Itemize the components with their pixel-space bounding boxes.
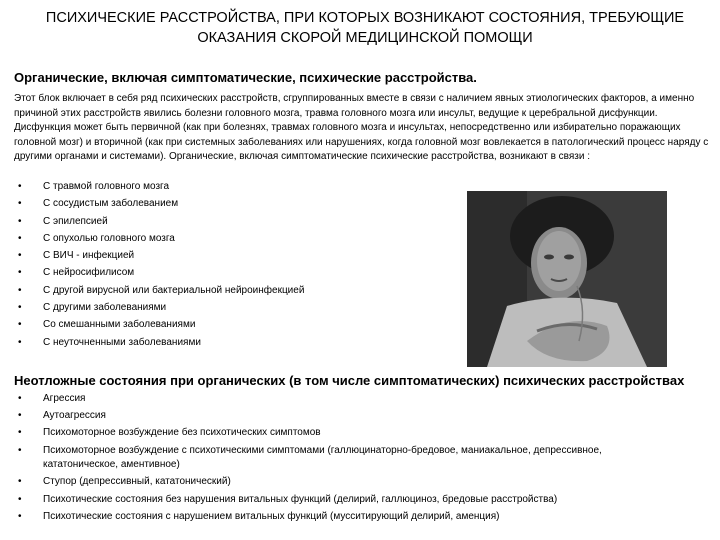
section2-heading: Неотложные состояния при органических (в том числе симптоматических) психических расстройствах (14, 373, 685, 388)
page-title (20, 8, 710, 48)
patient-photo-illustration (467, 191, 667, 367)
list-item: • С ВИЧ - инфекцией (14, 249, 454, 266)
list-item: • Психотические состояния без нарушения витальных функций (делирий, галлюциноз, бредовые расстройства) (14, 493, 634, 508)
list-item: • С эпилепсией (14, 215, 454, 232)
list-item: • Ступор (депрессивный, кататонический) (14, 475, 634, 490)
list-item: • Аутоагрессия (14, 409, 634, 424)
title-line-2: ОКАЗАНИЯ СКОРОЙ МЕДИЦИНСКОЙ ПОМОЩИ (197, 30, 533, 46)
intro-paragraph: Этот блок включает в себя ряд психических расстройств, сгруппированных вместе в связи с наличием явных этиологических факторов, а именно причиной этих расстройств явились болезни головного мозга, травма головного мозга или инсульт, ведущие к церебральной дисфункции. Дисфункция может быть первичной (как при болезнях, травмах головного мозга и инсультах, непосредственно или избирательно поражающих головной мозг) и вторичной (как при системных заболеваниях или нарушениях, когда головной мозг вовлекается в патологический процесс наряду с другими органами и системами). Органические, включая симптоматические психические расстройства, возникают в связи : (14, 93, 709, 163)
list-item: • Психомоторное возбуждение без психотических симптомов (14, 426, 634, 441)
list-item: • С другой вирусной или бактериальной нейроинфекцией (14, 284, 454, 301)
emergencies-list (14, 392, 634, 527)
causes-list (14, 180, 454, 353)
list-item: • С сосудистым заболеванием (14, 197, 454, 214)
patient-photo (467, 191, 667, 367)
list-item: • Со смешанными заболеваниями (14, 318, 454, 335)
list-item: • С другими заболеваниями (14, 301, 454, 318)
list-item: • Психомоторное возбуждение с психотическими симптомами (галлюцинаторно-бредовое, маниакальное, депрессивное, кататоническое, аментивное) (14, 444, 634, 473)
title-line-1: ПСИХИЧЕСКИЕ РАССТРОЙСТВА, ПРИ КОТОРЫХ ВОЗНИКАЮТ СОСТОЯНИЯ, ТРЕБУЮЩИЕ (45, 10, 685, 26)
list-item: • С травмой головного мозга (14, 180, 454, 197)
list-item: • Агрессия (14, 392, 634, 407)
list-item: • С опухолью головного мозга (14, 232, 454, 249)
list-item: • Психотические состояния с нарушением витальных функций (мусситирующий делирий, аменция) (14, 510, 634, 525)
list-item: • С нейросифилисом (14, 266, 454, 283)
list-item: • С неуточненными заболеваниями (14, 336, 454, 353)
section1-heading: Органические, включая симптоматические, психические расстройства. (14, 70, 477, 85)
